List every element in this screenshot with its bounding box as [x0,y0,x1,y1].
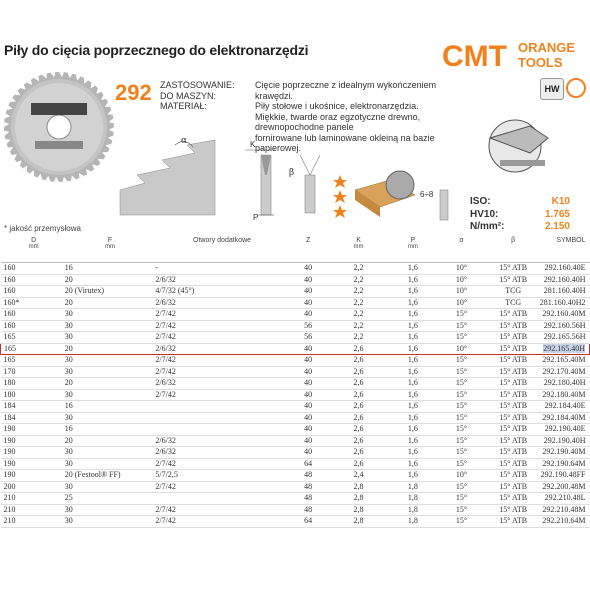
cell-diameter: 160* [1,297,65,309]
cell-alpha: 15° [436,516,486,528]
cell-teeth: 40 [289,355,328,367]
cell-extra-holes [155,493,288,505]
cell-diameter: 165 [1,355,65,367]
cell-extra-holes: 2/6/32 [155,435,288,447]
cell-diameter: 180 [1,389,65,401]
cell-diameter: 190 [1,447,65,459]
column-header-bore [65,235,156,263]
column-header-kerf [328,235,390,263]
cell-beta: 15° ATB [487,366,540,378]
cell-diameter: 180 [1,378,65,390]
cell-symbol: 292.170.40M [540,366,590,378]
cell-diameter: 190 [1,424,65,436]
k-label: K [250,140,256,149]
cell-bore: 30 [65,366,156,378]
cell-extra-holes: 4/7/32 (45°) [155,286,288,298]
hw-badge: HW [540,78,564,100]
cell-alpha: 15° [436,320,486,332]
table-row[interactable] [1,320,590,332]
cell-extra-holes [155,412,288,424]
cell-plate: 1,6 [390,286,437,298]
cell-alpha: 10° [436,286,486,298]
cell-teeth: 40 [289,274,328,286]
cell-beta: 15° ATB [487,470,540,482]
table-row[interactable] [1,401,590,413]
cell-kerf: 2,2 [328,274,390,286]
table-row[interactable] [1,309,590,321]
cell-plate: 1,6 [390,297,437,309]
cell-diameter: 200 [1,481,65,493]
cell-plate: 1,8 [390,481,437,493]
table-row[interactable] [1,458,590,470]
cell-kerf: 2,6 [328,447,390,459]
table-row[interactable] [1,481,590,493]
table-row[interactable] [1,435,590,447]
cell-alpha: 15° [436,366,486,378]
cell-bore: 20 [65,343,156,355]
cell-symbol: 292.190.40E [540,424,590,436]
cell-beta: TCG [487,297,540,309]
cell-alpha: 15° [436,458,486,470]
cell-teeth: 48 [289,493,328,505]
cell-plate: 1,6 [390,355,437,367]
cell-plate: 1,6 [390,274,437,286]
cell-plate: 1,6 [390,401,437,413]
cell-diameter: 160 [1,320,65,332]
cell-beta: 15° ATB [487,309,540,321]
nmm2-label: N/mm²: [470,221,505,232]
cell-symbol: 292.160.40E [540,263,590,275]
column-header-label: D [31,237,37,244]
cell-plate: 1,6 [390,470,437,482]
cell-bore: 16 [65,401,156,413]
iso-value: K10 [551,196,570,207]
cell-kerf: 2,8 [328,504,390,516]
cell-bore: 30 [65,332,156,344]
cell-alpha: 15° [436,355,486,367]
iso-label: ISO: [470,196,491,207]
spec-line: fornirowane lub laminowane okleiną na bazie papierowej. [255,132,435,153]
cell-plate: 1,6 [390,435,437,447]
cell-plate: 1,8 [390,516,437,528]
cell-extra-holes [155,401,288,413]
cell-alpha: 15° [436,412,486,424]
cell-symbol: 292.210.48M [540,504,590,516]
cell-symbol: 292.165.40M [540,355,590,367]
product-table [0,235,590,528]
cell-bore: 16 [65,263,156,275]
cell-symbol: 292.210.48L [540,493,590,505]
cell-beta: 15° ATB [487,401,540,413]
cell-beta: 15° ATB [487,516,540,528]
cell-symbol [540,343,590,355]
cell-teeth: 40 [289,263,328,275]
cell-teeth: 48 [289,504,328,516]
cell-teeth: 56 [289,332,328,344]
cell-alpha: 10° [436,263,486,275]
spec-label-material: MATERIAŁ: [160,101,207,111]
cell-alpha: 15° [436,378,486,390]
cell-bore: 30 [65,309,156,321]
cell-plate: 1,6 [390,424,437,436]
spec-line: Miękkie, twarde oraz egzotyczne drewno, drewnopochodne panele [255,111,421,132]
cell-symbol: 292.160.40M [540,309,590,321]
table-row[interactable] [1,516,590,528]
column-header-unit: mm [353,244,364,250]
cell-teeth: 40 [289,378,328,390]
cell-extra-holes: 2/6/32 [155,447,288,459]
cell-plate: 1,6 [390,263,437,275]
star-icons [333,175,347,218]
cell-plate: 1,6 [390,458,437,470]
cell-alpha: 15° [436,309,486,321]
cell-beta: 15° ATB [487,447,540,459]
range-label: 6÷8 [420,190,434,199]
cell-kerf: 2,6 [328,366,390,378]
table-row[interactable] [1,286,590,298]
cell-kerf: 2,2 [328,297,390,309]
page-title: Piły do cięcia poprzecznego do elektronarzędzi [4,42,309,58]
saw-blade-image [2,70,116,184]
cell-symbol: 292.190.40M [540,447,590,459]
column-header-label: α [459,237,464,244]
logo-sub1: ORANGE [518,40,576,55]
table-row[interactable] [1,263,590,275]
column-header-alpha [436,235,486,263]
beta-label: β [289,168,295,178]
cell-teeth: 64 [289,458,328,470]
cell-beta: 15° ATB [487,389,540,401]
table-header-row [1,235,590,263]
column-header-label: Z [305,237,311,244]
column-header-teeth [289,235,328,263]
cell-bore: 20 (Festool® FF) [65,470,156,482]
cell-symbol: 281.160.40H2 [540,297,590,309]
cell-symbol: 292.190.40H [540,435,590,447]
column-header-unit: mm [28,244,39,250]
logo-sub2: TOOLS [518,55,563,70]
column-header-label: K [356,237,361,244]
table-row[interactable] [1,378,590,390]
cell-teeth: 40 [289,424,328,436]
cell-bore: 25 [65,493,156,505]
cell-beta: 15° ATB [487,481,540,493]
cell-extra-holes: 2/7/42 [155,504,288,516]
cell-teeth: 40 [289,389,328,401]
column-header-plate [390,235,437,263]
cell-extra-holes: 2/7/42 [155,355,288,367]
table-row[interactable] [1,355,590,367]
column-header-beta [487,235,540,263]
cell-teeth: 40 [289,366,328,378]
cell-bore: 20 (Virutex) [65,286,156,298]
cell-bore: 30 [65,389,156,401]
cell-bore: 30 [65,320,156,332]
cell-diameter: 160 [1,263,65,275]
cell-alpha: 10° [436,470,486,482]
nmm2-value: 2.150 [544,221,570,232]
cell-teeth: 40 [289,286,328,298]
cell-kerf: 2,2 [328,332,390,344]
cell-teeth: 40 [289,343,328,355]
cell-alpha: 10° [436,297,486,309]
cell-beta: 15° ATB [487,424,540,436]
cell-symbol: 292.210.64M [540,516,590,528]
cell-plate: 1,6 [390,412,437,424]
cell-extra-holes: 2/6/32 [155,343,288,355]
cell-symbol: 292.190.64M [540,458,590,470]
cell-beta: 15° ATB [487,332,540,344]
selected-symbol[interactable]: 292.165.40H [543,343,585,353]
cell-alpha: 10° [436,343,486,355]
cell-bore: 16 [65,424,156,436]
cell-diameter: 210 [1,516,65,528]
cell-alpha: 15° [436,447,486,459]
iso-specs [470,196,570,234]
cell-plate: 1,8 [390,493,437,505]
cell-kerf: 2,2 [328,320,390,332]
cell-symbol: 292.165.56H [540,332,590,344]
column-header-label: Otwory dodatkowe [193,237,252,244]
cell-teeth: 48 [289,470,328,482]
cell-beta: 15° ATB [487,343,540,355]
column-header-label: SYMBOL [556,237,586,244]
cell-diameter: 190 [1,435,65,447]
cell-kerf: 2,6 [328,389,390,401]
cell-symbol: 292.190.48FF [540,470,590,482]
cell-alpha: 15° [436,424,486,436]
column-header-label: β [511,237,516,244]
cell-extra-holes: 2/7/42 [155,332,288,344]
cell-plate: 1,6 [390,447,437,459]
spec-labels [160,80,235,112]
cell-kerf: 2,6 [328,378,390,390]
cell-teeth: 40 [289,401,328,413]
cell-bore: 30 [65,504,156,516]
cell-extra-holes: 2/7/42 [155,516,288,528]
cell-bore: 30 [65,355,156,367]
blade-badge-icon [566,78,586,98]
cell-beta: 15° ATB [487,320,540,332]
cell-bore: 30 [65,458,156,470]
cell-plate: 1,6 [390,378,437,390]
table-row[interactable] [1,274,590,286]
cell-plate: 1,6 [390,309,437,321]
spec-line: Cięcie poprzeczne z idealnym wykończeniem krawędzi. [255,80,437,101]
cell-plate: 1,6 [390,343,437,355]
cell-teeth: 56 [289,320,328,332]
cell-symbol: 281.160.40H [540,286,590,298]
cell-beta: 15° ATB [487,412,540,424]
table-row[interactable] [1,389,590,401]
cell-symbol: 292.180.40H [540,378,590,390]
cell-symbol: 292.180.40M [540,389,590,401]
table-row[interactable] [1,504,590,516]
cell-extra-holes: 2/6/32 [155,297,288,309]
cell-kerf: 2,6 [328,401,390,413]
cell-diameter: 210 [1,493,65,505]
cell-diameter: 184 [1,412,65,424]
table-body [1,263,590,528]
cell-bore: 20 [65,378,156,390]
table-row[interactable] [1,343,590,355]
p-label: P [253,213,259,222]
cell-beta: 15° ATB [487,435,540,447]
cell-diameter: 165 [1,343,65,355]
cell-bore: 30 [65,516,156,528]
cell-extra-holes: 2/7/42 [155,320,288,332]
cell-extra-holes: - [155,263,288,275]
cell-extra-holes: 2/6/32 [155,274,288,286]
column-header-label: P [410,237,416,244]
cell-teeth: 40 [289,447,328,459]
table-row[interactable] [1,470,590,482]
cell-kerf: 2,8 [328,493,390,505]
cell-diameter: 210 [1,504,65,516]
cell-teeth: 40 [289,412,328,424]
column-header-symbol [540,235,590,263]
cell-plate: 1,6 [390,320,437,332]
cell-beta: 15° ATB [487,493,540,505]
cell-symbol: 292.160.56H [540,320,590,332]
cell-beta: 15° ATB [487,378,540,390]
cell-alpha: 15° [436,504,486,516]
cell-kerf: 2,2 [328,309,390,321]
table-row[interactable] [1,493,590,505]
column-header-label: F [107,237,113,244]
cell-kerf: 2,8 [328,516,390,528]
cell-teeth: 48 [289,481,328,493]
cell-kerf: 2,6 [328,355,390,367]
cell-alpha: 15° [436,389,486,401]
logo-main: CMT [442,40,507,73]
cell-kerf: 2,6 [328,412,390,424]
cell-extra-holes [155,424,288,436]
cell-diameter: 190 [1,458,65,470]
cell-plate: 1,6 [390,366,437,378]
cell-kerf: 2,2 [328,286,390,298]
cell-alpha: 15° [436,493,486,505]
cell-beta: 15° ATB [487,458,540,470]
cell-bore: 30 [65,447,156,459]
cell-diameter: 160 [1,309,65,321]
cell-kerf: 2,6 [328,458,390,470]
cell-beta: 15° ATB [487,355,540,367]
cell-bore: 20 [65,274,156,286]
cell-diameter: 160 [1,286,65,298]
cell-symbol: 292.184.40E [540,401,590,413]
cell-symbol: 292.184.40M [540,412,590,424]
column-header-unit: mm [407,244,418,250]
product-number: 292 [115,80,152,105]
quality-note: * jakość przemysłowa [4,224,81,233]
cell-extra-holes: 2/6/32 [155,378,288,390]
cell-plate: 1,8 [390,504,437,516]
cell-extra-holes: 2/7/42 [155,366,288,378]
cell-beta: TCG [487,286,540,298]
cell-teeth: 40 [289,297,328,309]
cell-kerf: 2,4 [328,470,390,482]
cell-beta: 15° ATB [487,504,540,516]
cell-plate: 1,6 [390,389,437,401]
cell-extra-holes: 2/7/42 [155,389,288,401]
cell-diameter: 190 [1,470,65,482]
table-row[interactable] [1,424,590,436]
tooth-geometry-drawing [115,132,455,225]
cell-alpha: 15° [436,332,486,344]
cell-kerf: 2,2 [328,263,390,275]
table-row[interactable] [1,297,590,309]
cell-plate: 1,6 [390,332,437,344]
cmt-logo [440,36,588,74]
table-row[interactable] [1,447,590,459]
cell-teeth: 64 [289,516,328,528]
cell-alpha: 15° [436,435,486,447]
spec-label-machines: DO MASZYN: [160,90,217,101]
cell-extra-holes: 2/7/42 [155,481,288,493]
cell-symbol: 292.200.48M [540,481,590,493]
cell-teeth: 40 [289,435,328,447]
column-header-unit: mm [105,244,116,250]
cell-kerf: 2,6 [328,343,390,355]
cell-alpha: 15° [436,481,486,493]
cell-extra-holes: 2/7/42 [155,309,288,321]
cell-alpha: 10° [436,274,486,286]
column-header-diameter [1,235,65,263]
cell-symbol: 292.160.40H [540,274,590,286]
cell-kerf: 2,6 [328,435,390,447]
spec-label-application: ZASTOSOWANIE: [160,80,235,90]
cell-alpha: 15° [436,401,486,413]
table-row[interactable] [1,366,590,378]
cell-bore: 20 [65,297,156,309]
circular-saw-icon [470,108,560,180]
table-row[interactable] [1,412,590,424]
alpha-label: α [181,136,188,146]
cell-bore: 30 [65,481,156,493]
cell-bore: 30 [65,412,156,424]
hv10-value: 1.765 [544,208,570,220]
cell-beta: 15° ATB [487,263,540,275]
cell-teeth: 40 [289,309,328,321]
table-row[interactable] [1,332,590,344]
column-header-extra-holes [155,235,288,263]
hv10-label: HV10: [470,208,499,220]
cell-diameter: 160 [1,274,65,286]
cell-extra-holes: 5/7/2,5 [155,470,288,482]
spec-line: Piły stołowe i ukośnice, elektronarzędzia. [255,101,419,111]
cell-diameter: 170 [1,366,65,378]
cell-kerf: 2,6 [328,424,390,436]
cell-beta: 15° ATB [487,274,540,286]
cell-extra-holes: 2/7/42 [155,458,288,470]
cell-diameter: 184 [1,401,65,413]
cell-bore: 20 [65,435,156,447]
cell-kerf: 2,8 [328,481,390,493]
cell-diameter: 165 [1,332,65,344]
